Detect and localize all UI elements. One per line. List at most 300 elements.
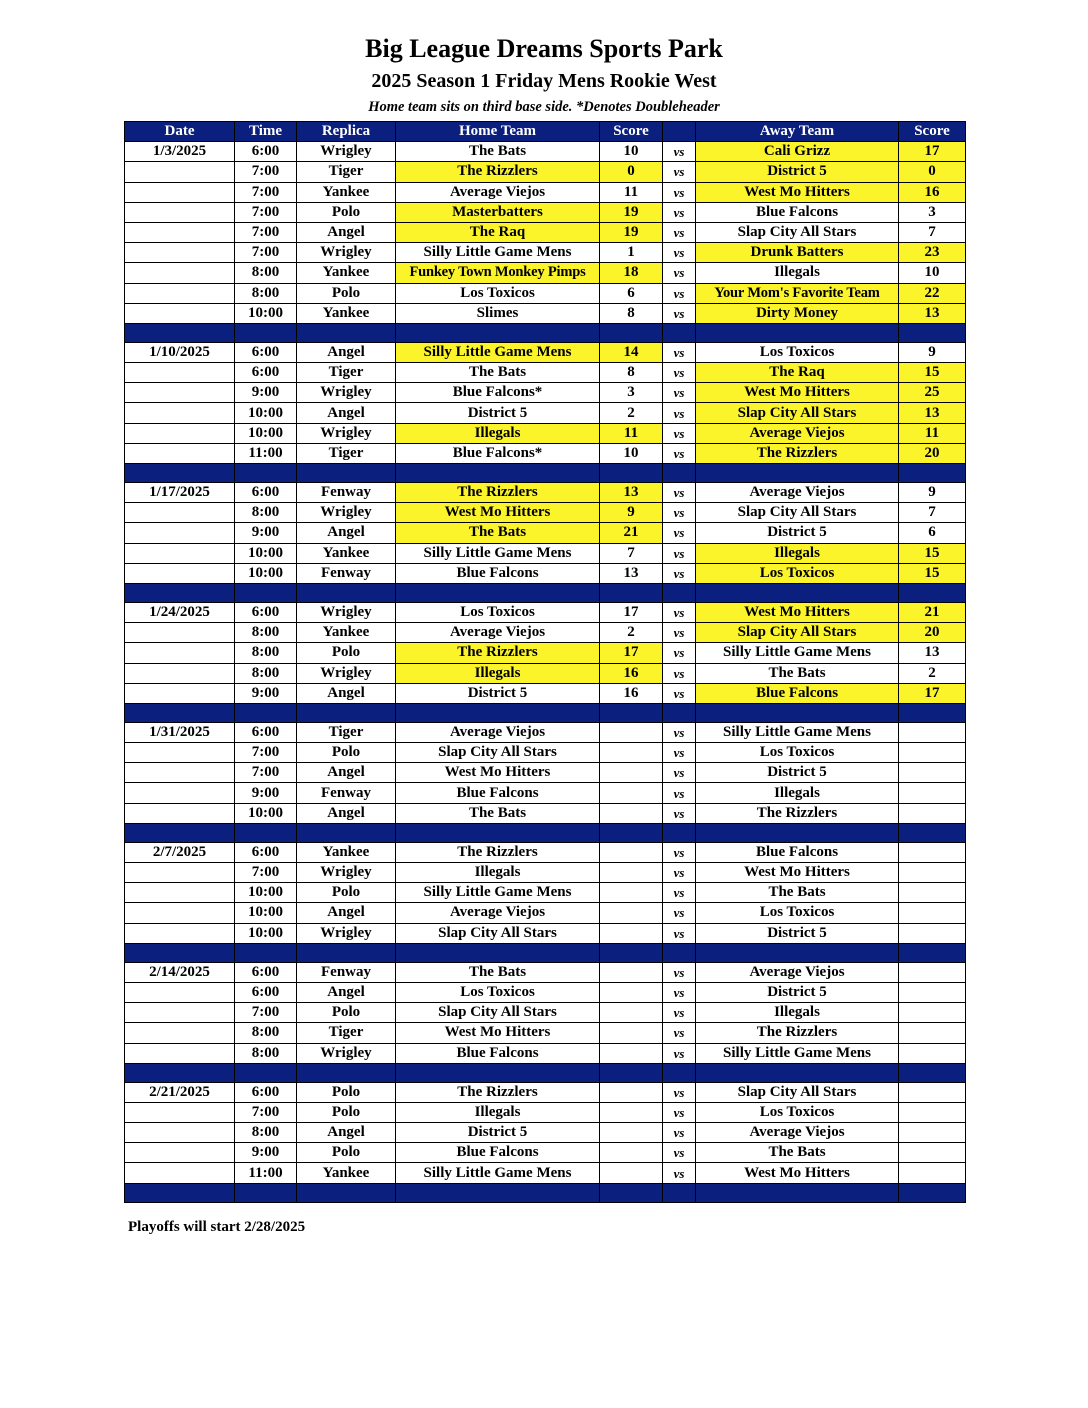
separator-cell: [696, 823, 899, 842]
separator-cell: [125, 943, 235, 962]
separator-cell: [663, 583, 696, 602]
replica-cell: Angel: [297, 222, 396, 242]
away-score-cell: 10: [899, 263, 966, 283]
home-score-cell: [600, 1102, 663, 1122]
home-team-cell: Silly Little Game Mens: [396, 342, 600, 362]
away-score-cell: [899, 1123, 966, 1143]
separator-cell: [600, 583, 663, 602]
vs-cell: vs: [663, 283, 696, 303]
time-cell: 7:00: [235, 243, 297, 263]
separator-cell: [696, 583, 899, 602]
date-cell: [125, 503, 235, 523]
vs-cell: vs: [663, 643, 696, 663]
separator-cell: [297, 1063, 396, 1082]
date-cell: [125, 1102, 235, 1122]
away-score-cell: 7: [899, 222, 966, 242]
home-score-cell: 3: [600, 383, 663, 403]
vs-cell: vs: [663, 243, 696, 263]
separator-cell: [396, 464, 600, 483]
away-team-cell: Slap City All Stars: [696, 623, 899, 643]
away-team-cell: West Mo Hitters: [696, 182, 899, 202]
vs-cell: vs: [663, 1102, 696, 1122]
date-cell: 2/14/2025: [125, 962, 235, 982]
replica-cell: Fenway: [297, 962, 396, 982]
vs-cell: vs: [663, 403, 696, 423]
week-separator-row: [125, 464, 966, 483]
separator-cell: [396, 823, 600, 842]
date-cell: [125, 1143, 235, 1163]
separator-cell: [125, 1183, 235, 1202]
home-team-cell: West Mo Hitters: [396, 763, 600, 783]
away-team-cell: Dirty Money: [696, 303, 899, 323]
date-cell: [125, 303, 235, 323]
away-team-cell: Los Toxicos: [696, 743, 899, 763]
replica-cell: Polo: [297, 883, 396, 903]
date-cell: 2/7/2025: [125, 842, 235, 862]
page-title: Big League Dreams Sports Park: [365, 34, 723, 63]
vs-cell: vs: [663, 483, 696, 503]
away-score-cell: [899, 863, 966, 883]
week-separator-row: [125, 583, 966, 602]
table-row: [125, 263, 966, 283]
replica-cell: Wrigley: [297, 243, 396, 263]
replica-cell: Yankee: [297, 623, 396, 643]
vs-cell: vs: [663, 142, 696, 162]
home-team-cell: The Bats: [396, 803, 600, 823]
separator-cell: [600, 323, 663, 342]
separator-cell: [899, 323, 966, 342]
replica-cell: Polo: [297, 743, 396, 763]
table-row: [125, 543, 966, 563]
vs-cell: vs: [663, 1123, 696, 1143]
away-score-cell: 25: [899, 383, 966, 403]
home-team-cell: The Bats: [396, 142, 600, 162]
schedule-body: [125, 142, 966, 1202]
home-score-cell: [600, 1123, 663, 1143]
date-cell: [125, 803, 235, 823]
time-cell: 10:00: [235, 543, 297, 563]
away-team-cell: The Rizzlers: [696, 803, 899, 823]
vs-cell: vs: [663, 1023, 696, 1043]
table-row: [125, 743, 966, 763]
separator-cell: [297, 583, 396, 602]
table-row: [125, 162, 966, 182]
away-team-cell: Silly Little Game Mens: [696, 643, 899, 663]
home-team-cell: The Rizzlers: [396, 1082, 600, 1102]
replica-cell: Wrigley: [297, 383, 396, 403]
date-cell: [125, 743, 235, 763]
col-header-time: Time: [235, 122, 297, 142]
separator-cell: [899, 823, 966, 842]
away-team-cell: Your Mom's Favorite Team: [696, 283, 899, 303]
playoffs-note: Playoffs will start 2/28/2025: [128, 1219, 306, 1235]
separator-cell: [297, 464, 396, 483]
replica-cell: Angel: [297, 342, 396, 362]
home-team-cell: District 5: [396, 683, 600, 703]
home-team-cell: The Rizzlers: [396, 162, 600, 182]
away-score-cell: [899, 763, 966, 783]
date-cell: [125, 863, 235, 883]
separator-cell: [899, 1063, 966, 1082]
time-cell: 6:00: [235, 962, 297, 982]
vs-cell: vs: [663, 763, 696, 783]
home-team-cell: Masterbatters: [396, 202, 600, 222]
vs-cell: vs: [663, 722, 696, 742]
away-score-cell: 13: [899, 403, 966, 423]
away-score-cell: 23: [899, 243, 966, 263]
home-score-cell: 7: [600, 543, 663, 563]
separator-cell: [125, 464, 235, 483]
vs-cell: vs: [663, 743, 696, 763]
home-score-cell: [600, 763, 663, 783]
time-cell: 9:00: [235, 683, 297, 703]
away-team-cell: Average Viejos: [696, 1123, 899, 1143]
away-score-cell: [899, 1163, 966, 1183]
table-row: [125, 1043, 966, 1063]
date-cell: [125, 783, 235, 803]
page-note: Home team sits on third base side. *Denotes Doubleheader: [368, 99, 720, 115]
vs-cell: vs: [663, 383, 696, 403]
home-score-cell: 6: [600, 283, 663, 303]
replica-cell: Wrigley: [297, 863, 396, 883]
replica-cell: Angel: [297, 523, 396, 543]
vs-cell: vs: [663, 1143, 696, 1163]
separator-cell: [396, 583, 600, 602]
home-team-cell: The Rizzlers: [396, 483, 600, 503]
home-score-cell: 18: [600, 263, 663, 283]
vs-cell: vs: [663, 182, 696, 202]
time-cell: 7:00: [235, 863, 297, 883]
table-row: [125, 523, 966, 543]
time-cell: 6:00: [235, 342, 297, 362]
home-team-cell: Average Viejos: [396, 903, 600, 923]
separator-cell: [297, 943, 396, 962]
time-cell: 8:00: [235, 283, 297, 303]
home-score-cell: [600, 1003, 663, 1023]
home-team-cell: Blue Falcons: [396, 783, 600, 803]
table-row: [125, 423, 966, 443]
away-score-cell: 6: [899, 523, 966, 543]
home-team-cell: Los Toxicos: [396, 283, 600, 303]
date-cell: [125, 443, 235, 463]
away-team-cell: Illegals: [696, 263, 899, 283]
home-score-cell: 14: [600, 342, 663, 362]
date-cell: [125, 763, 235, 783]
time-cell: 7:00: [235, 162, 297, 182]
vs-cell: vs: [663, 663, 696, 683]
away-score-cell: [899, 722, 966, 742]
week-separator-row: [125, 1183, 966, 1202]
away-score-cell: 7: [899, 503, 966, 523]
vs-cell: vs: [663, 1003, 696, 1023]
away-team-cell: Average Viejos: [696, 962, 899, 982]
replica-cell: Wrigley: [297, 1043, 396, 1063]
time-cell: 9:00: [235, 383, 297, 403]
replica-cell: Angel: [297, 803, 396, 823]
separator-cell: [600, 703, 663, 722]
time-cell: 8:00: [235, 643, 297, 663]
away-score-cell: [899, 883, 966, 903]
away-score-cell: [899, 1023, 966, 1043]
replica-cell: Tiger: [297, 443, 396, 463]
away-score-cell: 15: [899, 363, 966, 383]
separator-cell: [235, 323, 297, 342]
home-score-cell: [600, 1023, 663, 1043]
home-score-cell: 17: [600, 602, 663, 622]
home-team-cell: Average Viejos: [396, 623, 600, 643]
table-row: [125, 1102, 966, 1122]
date-cell: 1/3/2025: [125, 142, 235, 162]
replica-cell: Angel: [297, 683, 396, 703]
home-team-cell: West Mo Hitters: [396, 1023, 600, 1043]
replica-cell: Yankee: [297, 263, 396, 283]
home-score-cell: [600, 923, 663, 943]
date-cell: [125, 283, 235, 303]
home-score-cell: [600, 1163, 663, 1183]
vs-cell: vs: [663, 363, 696, 383]
time-cell: 7:00: [235, 182, 297, 202]
away-score-cell: [899, 783, 966, 803]
date-cell: [125, 263, 235, 283]
replica-cell: Yankee: [297, 182, 396, 202]
separator-cell: [600, 1063, 663, 1082]
replica-cell: Tiger: [297, 162, 396, 182]
separator-cell: [600, 1183, 663, 1202]
table-row: [125, 443, 966, 463]
date-cell: [125, 563, 235, 583]
vs-cell: vs: [663, 842, 696, 862]
vs-cell: vs: [663, 883, 696, 903]
replica-cell: Yankee: [297, 842, 396, 862]
separator-cell: [125, 583, 235, 602]
replica-cell: Polo: [297, 283, 396, 303]
home-score-cell: 8: [600, 303, 663, 323]
vs-cell: vs: [663, 923, 696, 943]
time-cell: 7:00: [235, 202, 297, 222]
table-row: [125, 1023, 966, 1043]
home-score-cell: [600, 783, 663, 803]
table-row: [125, 1082, 966, 1102]
away-score-cell: [899, 1082, 966, 1102]
time-cell: 6:00: [235, 602, 297, 622]
home-score-cell: 1: [600, 243, 663, 263]
home-team-cell: The Bats: [396, 363, 600, 383]
away-score-cell: 16: [899, 182, 966, 202]
table-row: [125, 202, 966, 222]
separator-cell: [396, 1183, 600, 1202]
replica-cell: Tiger: [297, 1023, 396, 1043]
table-row: [125, 1163, 966, 1183]
time-cell: 7:00: [235, 743, 297, 763]
table-row: [125, 783, 966, 803]
away-score-cell: [899, 1043, 966, 1063]
replica-cell: Wrigley: [297, 663, 396, 683]
date-cell: [125, 543, 235, 563]
away-team-cell: Silly Little Game Mens: [696, 722, 899, 742]
table-row: [125, 342, 966, 362]
date-cell: [125, 523, 235, 543]
separator-cell: [297, 1183, 396, 1202]
separator-cell: [696, 703, 899, 722]
vs-cell: vs: [663, 162, 696, 182]
replica-cell: Polo: [297, 1003, 396, 1023]
replica-cell: Angel: [297, 1123, 396, 1143]
table-row: [125, 903, 966, 923]
separator-cell: [899, 464, 966, 483]
home-team-cell: Blue Falcons: [396, 1143, 600, 1163]
time-cell: 9:00: [235, 1143, 297, 1163]
table-row: [125, 803, 966, 823]
home-score-cell: 2: [600, 623, 663, 643]
table-row: [125, 883, 966, 903]
time-cell: 8:00: [235, 503, 297, 523]
home-team-cell: Slimes: [396, 303, 600, 323]
separator-cell: [297, 323, 396, 342]
vs-cell: vs: [663, 1082, 696, 1102]
home-team-cell: Blue Falcons*: [396, 383, 600, 403]
time-cell: 6:00: [235, 722, 297, 742]
away-score-cell: 15: [899, 563, 966, 583]
vs-cell: vs: [663, 443, 696, 463]
table-row: [125, 182, 966, 202]
time-cell: 10:00: [235, 423, 297, 443]
separator-cell: [235, 943, 297, 962]
home-team-cell: The Bats: [396, 523, 600, 543]
table-row: [125, 283, 966, 303]
time-cell: 8:00: [235, 663, 297, 683]
away-team-cell: West Mo Hitters: [696, 1163, 899, 1183]
replica-cell: Wrigley: [297, 142, 396, 162]
home-team-cell: Slap City All Stars: [396, 923, 600, 943]
home-team-cell: Average Viejos: [396, 182, 600, 202]
away-team-cell: Los Toxicos: [696, 342, 899, 362]
replica-cell: Polo: [297, 1082, 396, 1102]
home-team-cell: Silly Little Game Mens: [396, 243, 600, 263]
home-team-cell: West Mo Hitters: [396, 503, 600, 523]
time-cell: 11:00: [235, 1163, 297, 1183]
away-score-cell: [899, 1102, 966, 1122]
vs-cell: vs: [663, 602, 696, 622]
home-team-cell: Silly Little Game Mens: [396, 1163, 600, 1183]
away-score-cell: 13: [899, 643, 966, 663]
separator-cell: [663, 703, 696, 722]
separator-cell: [235, 1183, 297, 1202]
date-cell: 1/10/2025: [125, 342, 235, 362]
table-row: [125, 923, 966, 943]
away-team-cell: District 5: [696, 162, 899, 182]
home-team-cell: Blue Falcons: [396, 563, 600, 583]
away-score-cell: 15: [899, 543, 966, 563]
home-team-cell: Silly Little Game Mens: [396, 543, 600, 563]
separator-cell: [297, 823, 396, 842]
table-row: [125, 863, 966, 883]
vs-cell: vs: [663, 1043, 696, 1063]
date-cell: 1/24/2025: [125, 602, 235, 622]
table-row: [125, 363, 966, 383]
separator-cell: [600, 823, 663, 842]
away-team-cell: Los Toxicos: [696, 903, 899, 923]
separator-cell: [235, 1063, 297, 1082]
home-team-cell: Blue Falcons: [396, 1043, 600, 1063]
away-team-cell: Blue Falcons: [696, 202, 899, 222]
vs-cell: vs: [663, 563, 696, 583]
separator-cell: [235, 703, 297, 722]
home-team-cell: Los Toxicos: [396, 982, 600, 1002]
time-cell: 10:00: [235, 923, 297, 943]
separator-cell: [696, 943, 899, 962]
home-score-cell: [600, 743, 663, 763]
time-cell: 6:00: [235, 842, 297, 862]
vs-cell: vs: [663, 303, 696, 323]
separator-cell: [125, 823, 235, 842]
away-team-cell: Los Toxicos: [696, 563, 899, 583]
time-cell: 8:00: [235, 1123, 297, 1143]
table-row: [125, 982, 966, 1002]
separator-cell: [125, 703, 235, 722]
date-cell: [125, 383, 235, 403]
away-team-cell: Illegals: [696, 543, 899, 563]
table-row: [125, 683, 966, 703]
away-score-cell: [899, 982, 966, 1002]
date-cell: [125, 222, 235, 242]
home-score-cell: [600, 883, 663, 903]
col-header-vs: [663, 122, 696, 142]
away-score-cell: [899, 803, 966, 823]
away-team-cell: Drunk Batters: [696, 243, 899, 263]
date-cell: [125, 923, 235, 943]
replica-cell: Polo: [297, 202, 396, 222]
time-cell: 10:00: [235, 883, 297, 903]
time-cell: 10:00: [235, 303, 297, 323]
home-team-cell: Illegals: [396, 863, 600, 883]
vs-cell: vs: [663, 503, 696, 523]
date-cell: [125, 162, 235, 182]
away-score-cell: 2: [899, 663, 966, 683]
separator-cell: [663, 823, 696, 842]
replica-cell: Fenway: [297, 563, 396, 583]
away-team-cell: The Bats: [696, 883, 899, 903]
home-score-cell: 10: [600, 443, 663, 463]
vs-cell: vs: [663, 202, 696, 222]
away-team-cell: West Mo Hitters: [696, 863, 899, 883]
home-score-cell: [600, 803, 663, 823]
col-header-date: Date: [125, 122, 235, 142]
separator-cell: [899, 583, 966, 602]
away-team-cell: Illegals: [696, 783, 899, 803]
away-team-cell: District 5: [696, 982, 899, 1002]
table-row: [125, 403, 966, 423]
separator-cell: [396, 943, 600, 962]
home-score-cell: 17: [600, 643, 663, 663]
home-team-cell: District 5: [396, 1123, 600, 1143]
home-score-cell: [600, 1143, 663, 1163]
table-row: [125, 222, 966, 242]
separator-cell: [899, 943, 966, 962]
away-score-cell: [899, 962, 966, 982]
replica-cell: Yankee: [297, 543, 396, 563]
replica-cell: Tiger: [297, 363, 396, 383]
date-cell: [125, 1023, 235, 1043]
away-score-cell: [899, 1143, 966, 1163]
away-score-cell: [899, 842, 966, 862]
time-cell: 7:00: [235, 1003, 297, 1023]
replica-cell: Angel: [297, 982, 396, 1002]
time-cell: 8:00: [235, 263, 297, 283]
table-row: [125, 962, 966, 982]
away-team-cell: The Raq: [696, 363, 899, 383]
replica-cell: Yankee: [297, 303, 396, 323]
home-team-cell: Blue Falcons*: [396, 443, 600, 463]
